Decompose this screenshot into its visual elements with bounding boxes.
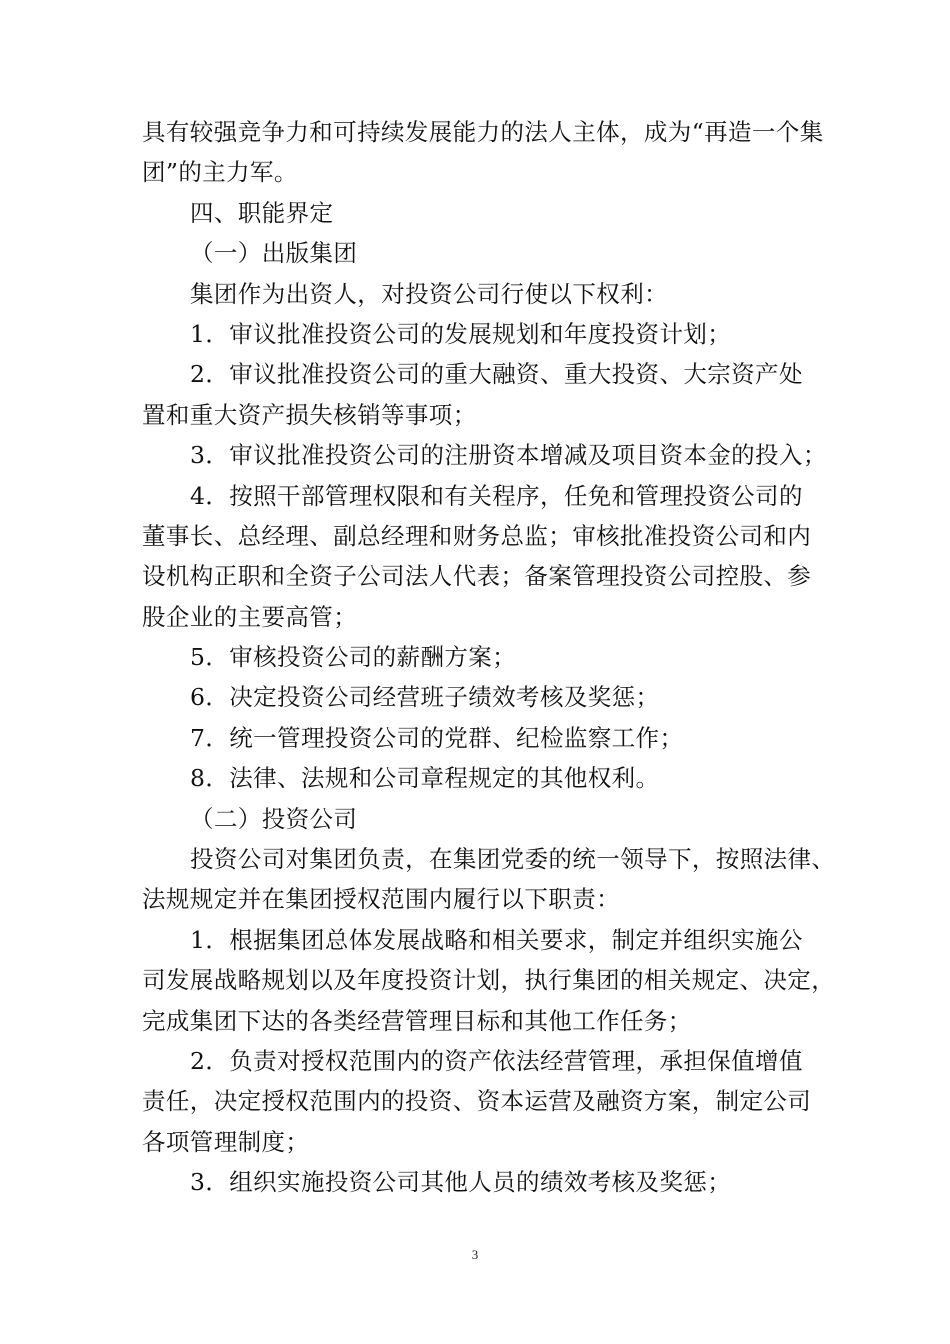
text-line: 设机构正职和全资子公司法人代表；备案管理投资公司控股、参 xyxy=(142,562,812,591)
text-line: 3．审议批准投资公司的注册资本增减及项目资本金的投入； xyxy=(190,441,827,470)
text-line: 5．审核投资公司的薪酬方案； xyxy=(190,643,517,672)
text-line: 7．统一管理投资公司的党群、纪检监察工作； xyxy=(190,723,684,752)
text-line: 集团作为出资人，对投资公司行使以下权利： xyxy=(190,279,668,308)
text-line: 8．法律、法规和公司章程规定的其他权利。 xyxy=(190,764,660,793)
text-line: 股企业的主要高管； xyxy=(142,602,358,631)
text-line: 1．审议批准投资公司的发展规划和年度投资计划； xyxy=(190,319,732,348)
text-line: 2．负责对授权范围内的资产依法经营管理，承担保值增值 xyxy=(190,1046,803,1075)
text-line: （二）投资公司 xyxy=(190,804,358,833)
text-line: 四、职能界定 xyxy=(190,198,334,227)
text-line: 2．审议批准投资公司的重大融资、重大投资、大宗资产处 xyxy=(190,360,803,389)
text-line: 完成集团下达的各类经营管理目标和其他工作任务； xyxy=(142,1006,692,1035)
text-line: 3．组织实施投资公司其他人员的绩效考核及奖惩； xyxy=(190,1168,732,1197)
text-line: 团”的主力军。 xyxy=(142,158,298,187)
text-line: 投资公司对集团负责，在集团党委的统一领导下，按照法律、 xyxy=(190,845,836,874)
text-line: 司发展战略规划以及年度投资计划，执行集团的相关规定、决定， xyxy=(142,966,836,995)
text-line: 置和重大资产损失核销等事项； xyxy=(142,400,477,429)
text-line: 6．决定投资公司经营班子绩效考核及奖惩； xyxy=(190,683,660,712)
text-line: 1．根据集团总体发展战略和相关要求，制定并组织实施公 xyxy=(190,925,803,954)
text-line: 各项管理制度； xyxy=(142,1127,310,1156)
text-line: （一）出版集团 xyxy=(190,239,358,268)
text-line: 4．按照干部管理权限和有关程序，任免和管理投资公司的 xyxy=(190,481,803,510)
page-number: 3 xyxy=(471,1247,479,1262)
text-line: 法规规定并在集团授权范围内履行以下职责： xyxy=(142,885,620,914)
text-line: 董事长、总经理、副总经理和财务总监；审核批准投资公司和内 xyxy=(142,521,812,550)
text-line: 责任，决定授权范围内的投资、资本运营及融资方案，制定公司 xyxy=(142,1087,812,1116)
document-body xyxy=(142,112,836,1203)
text-line: 具有较强竞争力和可持续发展能力的法人主体，成为“再造一个集 xyxy=(142,118,824,146)
